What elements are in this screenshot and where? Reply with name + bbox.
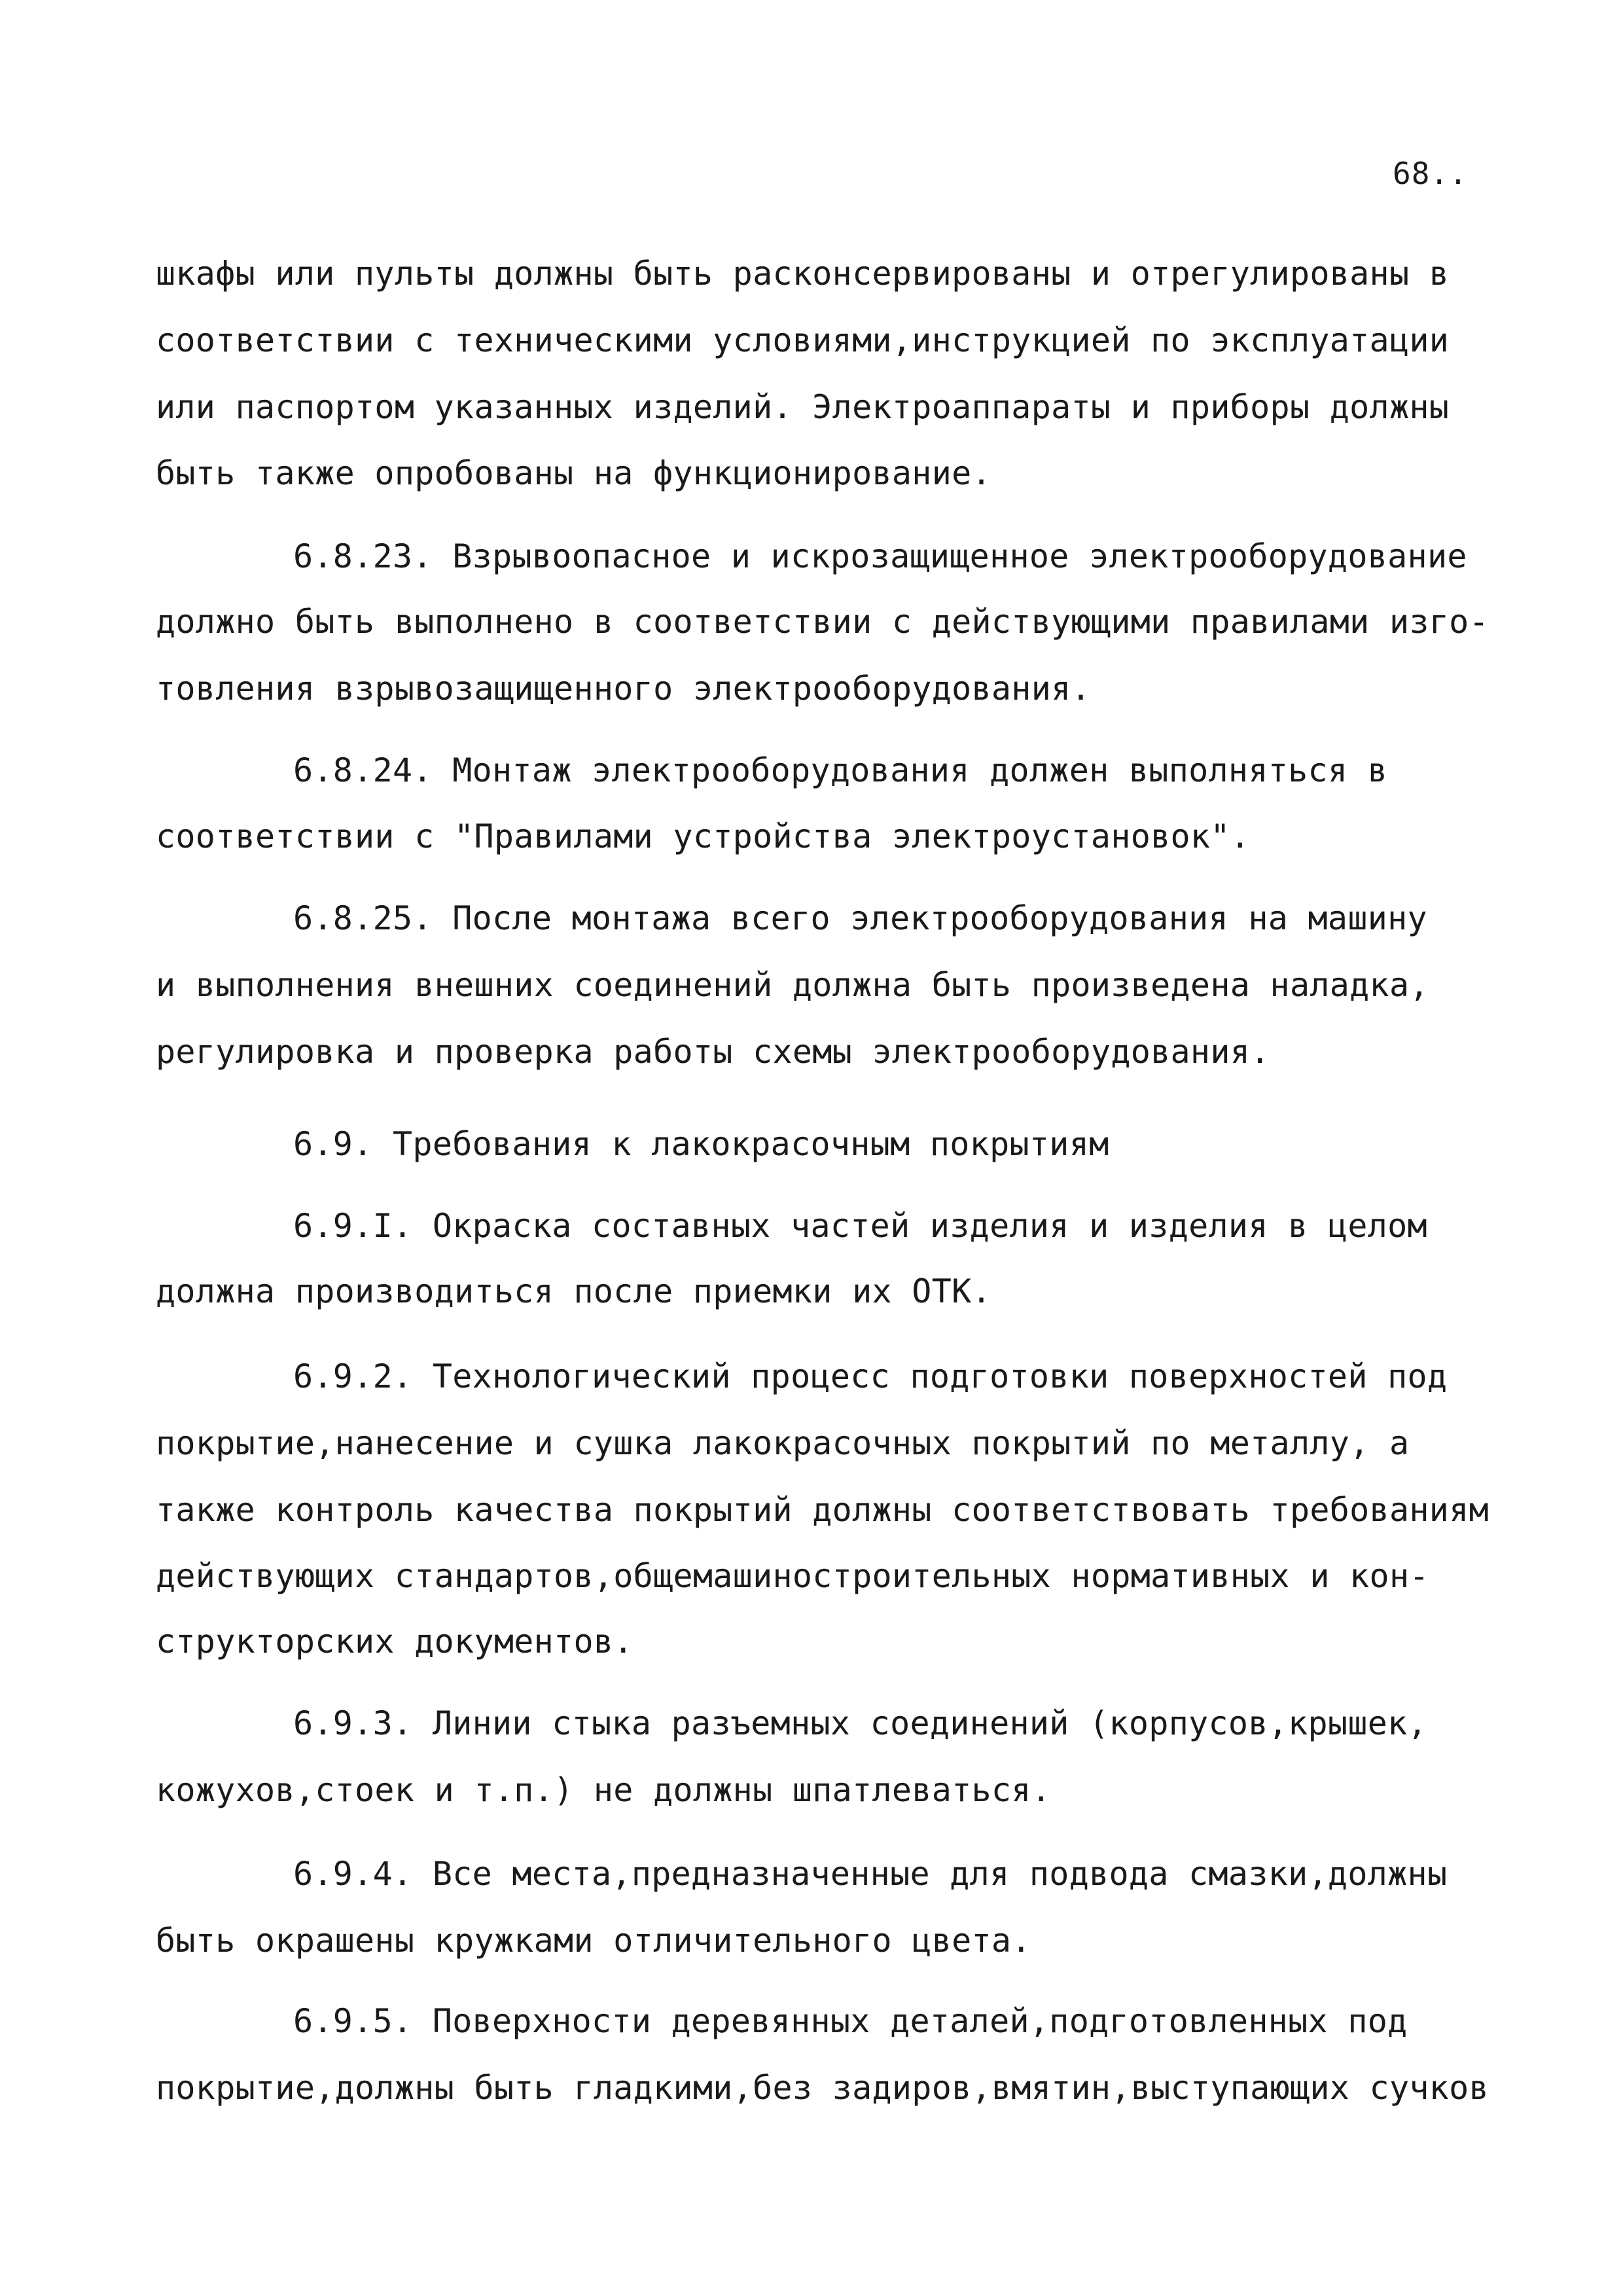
text-line: покрытие,нанесение и сушка лакокрасочных покрытий по металлу, а [156, 1424, 1410, 1462]
paragraph-heading: 6.9.5. Поверхности деревянных деталей,подготовленных под [293, 2002, 1408, 2040]
text-line: шкафы или пульты должны быть расконсервированы и отрегулированы в [156, 255, 1450, 293]
text-line: кожухов,стоек и т.п.) не должны шпатлеваться. [156, 1771, 1052, 1809]
paragraph-heading: 6.9.4. Все места,предназначенные для подвода смазки,должны [293, 1855, 1448, 1893]
text-line: и выполнения внешних соединений должна быть произведена наладка, [156, 966, 1429, 1004]
text-line: или паспортом указанных изделий. Электроаппараты и приборы должны [156, 388, 1450, 426]
text-line: действующих стандартов,общемашиностроительных нормативных и кон- [156, 1557, 1429, 1595]
text-line: быть также опробованы на функционирование. [156, 454, 991, 492]
text-line: регулировка и проверка работы схемы электрооборудования. [156, 1033, 1270, 1071]
paragraph-heading: 6.8.25. После монтажа всего электрооборудования на машину [293, 899, 1427, 937]
text-line: покрытие,должны быть гладкими,без задиров,вмятин,выступающих сучков [156, 2069, 1489, 2107]
text-line: товления взрывозащищенного электрооборудования. [156, 670, 1091, 708]
text-line: соответствии с "Правилами устройства электроустановок". [156, 817, 1251, 855]
page-number: 68.. [1393, 156, 1468, 191]
paragraph-heading: 6.8.23. Взрывоопасное и искрозащищенное электрооборудование [293, 537, 1467, 575]
paragraph-heading: 6.9.2. Технологический процесс подготовки поверхностей под [293, 1357, 1448, 1395]
text-line: должно быть выполнено в соответствии с действующими правилами изго- [156, 603, 1489, 641]
text-line: соответствии с техническими условиями,инструкцией по эксплуатации [156, 321, 1450, 359]
paragraph-heading: 6.9.3. Линии стыка разъемных соединений (корпусов,крышек, [293, 1704, 1427, 1742]
text-line: быть окрашены кружками отличительного цвета. [156, 1922, 1031, 1960]
section-heading: 6.9. Требования к лакокрасочным покрытиям [293, 1125, 1109, 1163]
text-line: также контроль качества покрытий должны соответствовать требованиям [156, 1491, 1489, 1529]
paragraph-heading: 6.9.I. Окраска составных частей изделия и изделия в целом [293, 1207, 1427, 1245]
text-line: структорских документов. [156, 1623, 633, 1660]
paragraph-heading: 6.8.24. Монтаж электрооборудования должен выполняться в [293, 751, 1388, 789]
text-line: должна производиться после приемки их ОТК. [156, 1272, 991, 1310]
